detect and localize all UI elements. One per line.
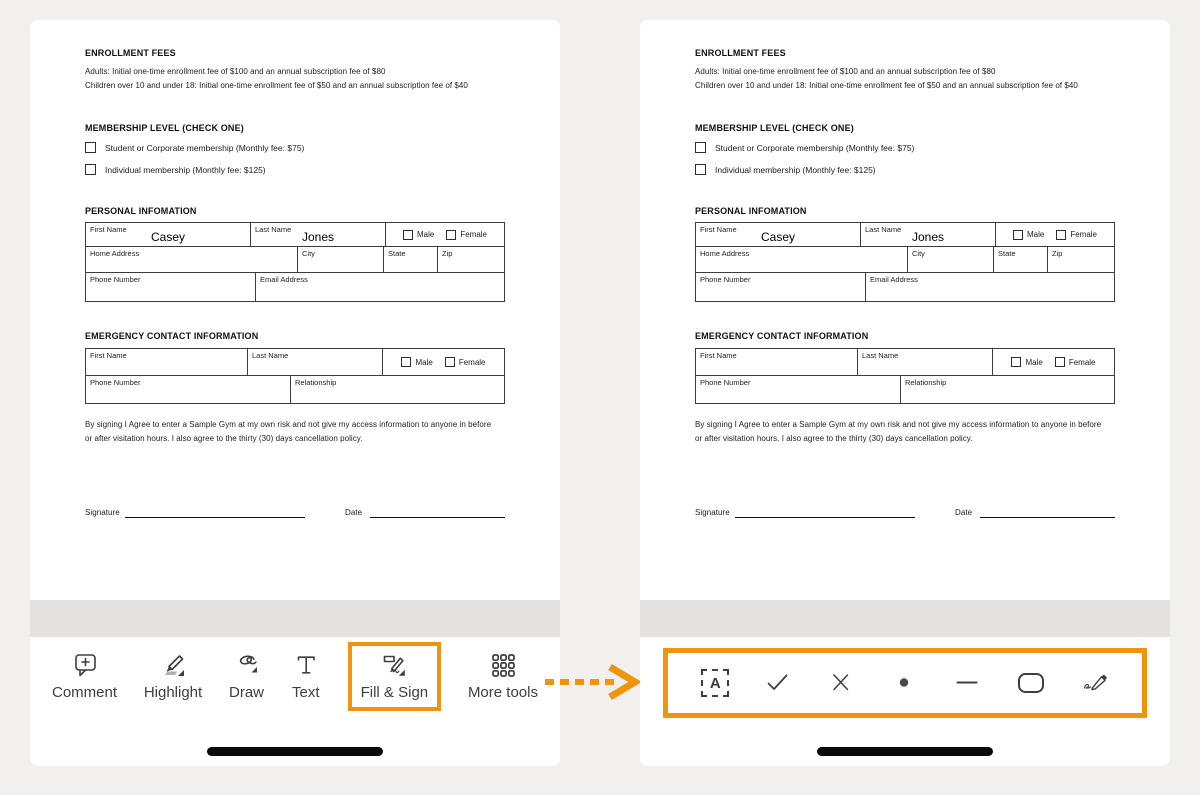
gender-field: Male Female xyxy=(386,223,504,246)
emergency-contact-heading: EMERGENCY CONTACT INFORMATION xyxy=(695,331,869,341)
checkmark-icon xyxy=(763,668,793,698)
emergency-first-name-field[interactable]: First Name xyxy=(86,349,248,375)
emergency-contact-heading: EMERGENCY CONTACT INFORMATION xyxy=(85,331,259,341)
membership-option-label: Student or Corporate membership (Monthly fee: $75) xyxy=(105,142,305,153)
fill-sign-icon xyxy=(379,650,409,680)
relationship-field[interactable]: Relationship xyxy=(905,378,947,387)
draw-icon xyxy=(232,650,262,680)
dot-icon xyxy=(889,668,919,698)
fees-adults-line: Adults: Initial one-time enrollment fee of $100 and an annual subscription fee of $80 xyxy=(85,67,386,76)
checkbox[interactable] xyxy=(85,164,96,175)
first-name-field[interactable]: First Name Casey xyxy=(86,223,251,246)
home-address-field[interactable]: Home Address xyxy=(696,247,908,272)
male-checkbox[interactable] xyxy=(1013,230,1023,240)
cross-icon xyxy=(826,668,856,698)
pdf-document xyxy=(30,20,560,600)
zip-field[interactable]: Zip xyxy=(442,249,453,258)
checkbox[interactable] xyxy=(85,142,96,153)
male-checkbox[interactable] xyxy=(1011,357,1021,367)
female-checkbox[interactable] xyxy=(1056,230,1066,240)
signature-label: Signature xyxy=(85,508,120,517)
female-checkbox[interactable] xyxy=(1055,357,1065,367)
zip-field[interactable]: Zip xyxy=(1052,249,1063,258)
phone-number-field[interactable]: Phone Number xyxy=(86,273,256,301)
line-tool[interactable] xyxy=(952,668,982,698)
signature-icon xyxy=(1079,668,1109,698)
emergency-phone-field[interactable]: Phone Number xyxy=(696,376,901,403)
membership-level-heading: MEMBERSHIP LEVEL (CHECK ONE) xyxy=(695,123,854,133)
last-name-value[interactable]: Jones xyxy=(911,230,945,244)
state-field[interactable]: State xyxy=(384,247,438,272)
comment-tool-button[interactable]: Comment xyxy=(52,637,117,749)
emergency-gender-field: Male Female xyxy=(383,349,504,375)
more-tools-button[interactable]: More tools xyxy=(468,637,538,749)
page-gap xyxy=(30,600,560,637)
rounded-rectangle-icon xyxy=(1016,668,1046,698)
dot-tool[interactable] xyxy=(889,668,919,698)
gym-enrollment-form xyxy=(85,20,505,600)
relationship-field[interactable]: Relationship xyxy=(295,378,337,387)
personal-information-heading: PERSONAL INFOMATION xyxy=(695,206,807,216)
home-indicator[interactable] xyxy=(207,747,383,756)
city-field[interactable]: City xyxy=(298,247,384,272)
agreement-text-line1: By signing I Agree to enter a Sample Gym at my own risk and not give my access information to anyone in before xyxy=(85,420,492,429)
cross-tool[interactable] xyxy=(826,668,856,698)
membership-option-label: Student or Corporate membership (Monthly fee: $75) xyxy=(715,142,915,153)
flow-arrow xyxy=(544,663,644,701)
fees-adults-line: Adults: Initial one-time enrollment fee of $100 and an annual subscription fee of $80 xyxy=(695,67,996,76)
annotation-toolbar xyxy=(30,637,560,749)
text-icon xyxy=(291,650,321,680)
date-label: Date xyxy=(345,508,363,517)
first-name-field[interactable]: First Name Casey xyxy=(696,223,861,246)
membership-level-heading: MEMBERSHIP LEVEL (CHECK ONE) xyxy=(85,123,244,133)
signature-tool[interactable] xyxy=(1079,668,1109,698)
rounded-rectangle-tool[interactable] xyxy=(1016,668,1046,698)
text-field-icon: A xyxy=(701,669,729,697)
checkmark-tool[interactable] xyxy=(763,668,793,698)
emergency-first-name-field[interactable]: First Name xyxy=(696,349,858,375)
fill-sign-tool-button[interactable]: Fill & Sign xyxy=(348,642,442,711)
checkbox[interactable] xyxy=(695,164,706,175)
signature-line[interactable] xyxy=(735,504,915,518)
personal-information-table xyxy=(695,222,1115,302)
agreement-text-line1: By signing I Agree to enter a Sample Gym at my own risk and not give my access information to anyone in before xyxy=(695,420,1102,429)
comment-icon xyxy=(70,650,100,680)
last-name-field[interactable]: Last Name Jones xyxy=(251,223,386,246)
page-gap xyxy=(640,600,1170,637)
agreement-text-line2: or after visitation hours. I also agree to the thirty (30) days cancellation policy. xyxy=(695,434,973,443)
personal-information-heading: PERSONAL INFOMATION xyxy=(85,206,197,216)
male-checkbox[interactable] xyxy=(401,357,411,367)
left-phone-panel xyxy=(30,20,560,766)
home-address-field[interactable]: Home Address xyxy=(86,247,298,272)
more-tools-icon xyxy=(488,650,518,680)
enrollment-fees-heading: ENROLLMENT FEES xyxy=(695,48,786,58)
last-name-value[interactable]: Jones xyxy=(301,230,335,244)
membership-option-label: Individual membership (Monthly fee: $125) xyxy=(105,164,266,175)
enrollment-fees-heading: ENROLLMENT FEES xyxy=(85,48,176,58)
fill-sign-toolbar xyxy=(663,648,1147,718)
female-checkbox[interactable] xyxy=(445,357,455,367)
signature-line[interactable] xyxy=(125,504,305,518)
female-checkbox[interactable] xyxy=(446,230,456,240)
pdf-document xyxy=(640,20,1170,600)
email-address-field[interactable]: Email Address xyxy=(870,275,918,284)
text-field-tool[interactable] xyxy=(701,669,729,697)
last-name-field[interactable]: Last Name Jones xyxy=(861,223,996,246)
city-field[interactable]: City xyxy=(908,247,994,272)
state-field[interactable]: State xyxy=(994,247,1048,272)
signature-label: Signature xyxy=(695,508,730,517)
fees-children-line: Children over 10 and under 18: Initial one-time enrollment fee of $50 and an annual subscription fee of $40 xyxy=(695,81,1078,90)
checkbox[interactable] xyxy=(695,142,706,153)
gym-enrollment-form xyxy=(695,20,1115,600)
membership-option-label: Individual membership (Monthly fee: $125) xyxy=(715,164,876,175)
text-tool-button[interactable]: Text xyxy=(291,637,321,749)
emergency-last-name-field[interactable]: Last Name xyxy=(248,349,383,375)
highlight-icon xyxy=(158,650,188,680)
emergency-last-name-field[interactable]: Last Name xyxy=(858,349,993,375)
personal-information-table xyxy=(85,222,505,302)
male-checkbox[interactable] xyxy=(403,230,413,240)
first-name-value[interactable]: Casey xyxy=(760,230,795,244)
email-address-field[interactable]: Email Address xyxy=(260,275,308,284)
date-label: Date xyxy=(955,508,973,517)
first-name-value[interactable]: Casey xyxy=(150,230,185,244)
dashed-arrow-icon xyxy=(544,663,644,701)
emergency-gender-field: Male Female xyxy=(993,349,1114,375)
date-line[interactable] xyxy=(370,504,505,518)
fees-children-line: Children over 10 and under 18: Initial one-time enrollment fee of $50 and an annual subscription fee of $40 xyxy=(85,81,468,90)
date-line[interactable] xyxy=(980,504,1115,518)
line-icon xyxy=(952,668,982,698)
gender-field: Male Female xyxy=(996,223,1114,246)
emergency-phone-field[interactable]: Phone Number xyxy=(86,376,291,403)
highlight-tool-button[interactable]: Highlight xyxy=(144,637,202,749)
emergency-contact-table xyxy=(695,348,1115,404)
phone-number-field[interactable]: Phone Number xyxy=(696,273,866,301)
draw-tool-button[interactable]: Draw xyxy=(229,637,264,749)
emergency-contact-table xyxy=(85,348,505,404)
right-phone-panel xyxy=(640,20,1170,766)
home-indicator[interactable] xyxy=(817,747,993,756)
agreement-text-line2: or after visitation hours. I also agree to the thirty (30) days cancellation policy. xyxy=(85,434,363,443)
